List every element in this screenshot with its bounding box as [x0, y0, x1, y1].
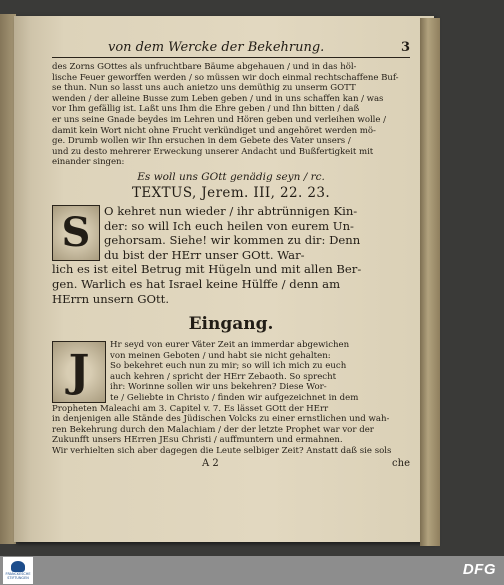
body-line: te / Geliebte in Christo / finden wir aufgezeichnet in dem — [110, 393, 359, 404]
page-stack-edge — [420, 18, 440, 546]
section-title: Eingang. — [188, 314, 274, 335]
drop-cap-initial: S — [52, 205, 100, 261]
running-head — [52, 40, 410, 58]
text-line: des Zorns GOttes als unfruchtbare Bäume abgehauen / und in das höl- — [52, 62, 357, 72]
body-line: Zukunfft unsers HErren JEsu Christi / auffmuntern und ermahnen. — [52, 435, 343, 446]
scripture-line: der: so will Ich euch heilen von eurem Un- — [104, 218, 354, 233]
text-line: lische Feuer geworffen werden / so müssen wir doch einmal rechtschaffene Buf- — [52, 72, 399, 83]
text-line: vor Ihm gefällig ist. Laßt uns Ihm die Ehre geben / und Ihn bitten / daß — [52, 104, 360, 115]
scripture-line: lich es ist eitel Betrug mit Hügeln und mit allen Ber- — [52, 262, 362, 277]
body-line: Hr seyd von eurer Väter Zeit an immerdar abgewichen — [110, 340, 350, 351]
text-line: ge. Drumb wollen wir Ihn ersuchen in dem Gebete des Vater unsers / — [52, 136, 351, 147]
page-text — [52, 40, 410, 469]
text-line: er uns seine Gnade beydes im Lehren und Hören geben und verleihen wolle / — [52, 114, 386, 125]
viewer-footer — [0, 556, 504, 585]
running-head-title: von dem Wercke der Bekehrung. — [108, 40, 325, 55]
scripture-line: du bist der HErr unser GOtt. War- — [104, 247, 305, 262]
scripture-line: gehorsam. Siehe! wir kommen zu dir: Denn — [104, 233, 361, 248]
body-line: Propheten Maleachi am 3. Capitel v. 7. Es lässet GOtt der HErr — [52, 403, 329, 414]
page-footer-marks — [52, 458, 410, 469]
text-line: einander singen: — [52, 157, 125, 168]
scripture-line: HErrn unsern GOtt. — [52, 291, 170, 306]
intro-paragraph — [52, 62, 410, 168]
signature-mark: A 2 — [202, 457, 219, 469]
drop-cap-initial-2: J — [52, 341, 106, 403]
text-line: und zu desto mehrerer Erweckung unserer Andacht und Bußfertigkeit mit — [52, 146, 374, 157]
francke-foundation-logo[interactable] — [3, 557, 33, 584]
francke-logo-icon — [11, 561, 25, 572]
catchword: che — [392, 457, 410, 469]
body-line: So bekehret euch nun zu mir; so will ich mich zu euch — [110, 361, 347, 372]
francke-logo-text: FRANCKESCHE STIFTUNGEN — [5, 572, 31, 580]
scripture-text — [52, 204, 410, 306]
text-line: se thun. Nun so lasst uns auch anietzo uns demüthig zu unserm GOTT — [52, 83, 356, 94]
dfg-logo[interactable]: DFG — [462, 561, 496, 578]
body-line: ren Bekehrung durch den Malachiam / der der letzte Prophet war vor der — [52, 424, 374, 435]
scripture-line: O kehret nun wieder / ihr abtrünnigen Kin- — [104, 203, 358, 218]
body-line: Wir verhielten sich aber dagegen die Leute selbiger Zeit? Anstatt daß sie sols — [52, 446, 392, 457]
hymn-line: Es woll uns GOtt genädig seyn / rc. — [137, 170, 325, 183]
textus-heading: TEXTUS, Jerem. III, 22. 23. — [131, 184, 331, 201]
page-number: 3 — [400, 40, 410, 55]
body-line: ihr: Worinne sollen wir uns bekehren? Diese Wor- — [110, 382, 327, 393]
scripture-line: gen. Warlich es hat Israel keine Hülffe / denn am — [52, 276, 341, 291]
body-line: auch kehren / spricht der HErr Zebaoth. So sprecht — [110, 371, 337, 382]
text-line: wenden / der alleine Busse zum Leben geben / und in uns schaffen kan / was — [52, 93, 384, 104]
body-line: von meinen Geboten / und habt sie nicht gehalten: — [110, 350, 331, 361]
text-line: damit kein Wort nicht ohne Frucht verkündiget und angehöret werden mö- — [52, 125, 376, 136]
body-paragraph — [52, 340, 410, 457]
body-line: in denjenigen alle Stände des Jüdischen Volcks zu einer ernstlichen und wah- — [52, 414, 390, 425]
